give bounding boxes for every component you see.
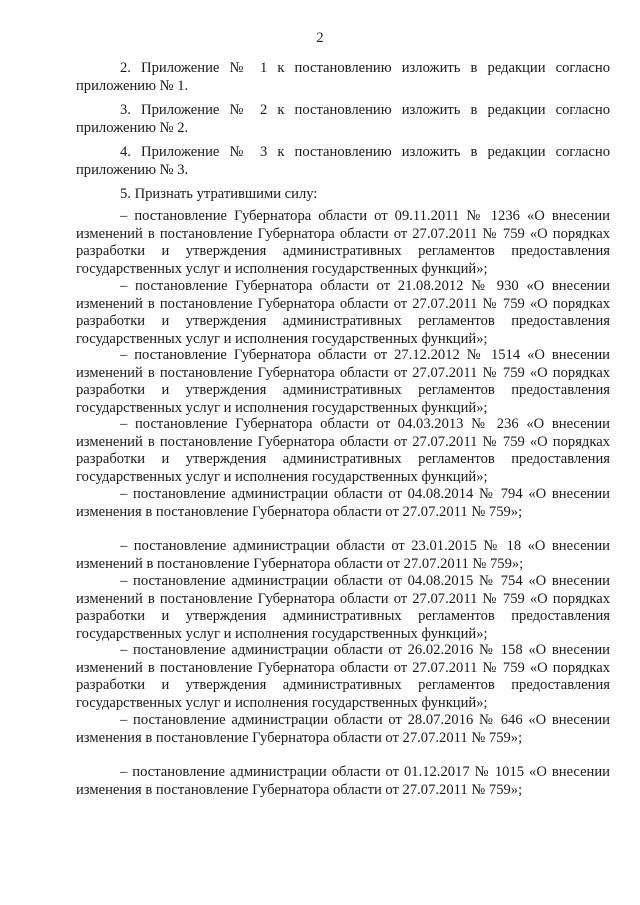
paragraph-2: 2. Приложение № 1 к постановлению изложить в редакции согласно приложению № 1. [76,60,610,94]
repeal-item: – постановление Губернатора области от 27.12.2012 № 1514 «О внесении изменений в постановление Губернатора области от 27.07.2011 № 759 «О порядках разработки и утверждения административных регламентов предоставления государственных услуг и исполнения государственных функций»; [76,347,610,416]
paragraph-3: 3. Приложение № 2 к постановлению изложить в редакции согласно приложению № 2. [76,102,610,136]
repeal-item: – постановление администрации области от 04.08.2014 № 794 «О внесении изменения в постановление Губернатора области от 27.07.2011 № 759»; [76,486,610,520]
paragraph-5: 5. Признать утратившими силу: [120,186,318,202]
repeal-item: – постановление администрации области от 01.12.2017 № 1015 «О внесении изменения в постановление Губернатора области от 27.07.2011 № 759»; [76,764,610,798]
repeal-item: – постановление Губернатора области от 09.11.2011 № 1236 «О внесении изменений в постановление Губернатора области от 27.07.2011 № 759 «О порядках разработки и утверждения административных регламентов предоставления государственных услуг и исполнения государственных функций»; [76,208,610,277]
paragraph-4: 4. Приложение № 3 к постановлению изложить в редакции согласно приложению № 3. [76,144,610,178]
repeal-item: – постановление администрации области от 04.08.2015 № 754 «О внесении изменений в постановление Губернатора области от 27.07.2011 № 759 «О порядках разработки и утверждения административных регламентов предоставления государственных услуг и исполнения государственных функций»; [76,573,610,642]
repeal-item: – постановление администрации области от 26.02.2016 № 158 «О внесении изменений в постановление Губернатора области от 27.07.2011 № 759 «О порядках разработки и утверждения административных регламентов предоставления государственных услуг и исполнения государственных функций»; [76,642,610,711]
page-number: 2 [316,30,324,46]
repeal-item: – постановление администрации области от 28.07.2016 № 646 «О внесении изменения в постановление Губернатора области от 27.07.2011 № 759»; [76,712,610,746]
repeal-item: – постановление Губернатора области от 04.03.2013 № 236 «О внесении изменений в постановление Губернатора области от 27.07.2011 № 759 «О порядках разработки и утверждения административных регламентов предоставления государственных услуг и исполнения государственных функций»; [76,416,610,485]
repeal-item: – постановление администрации области от 23.01.2015 № 18 «О внесении изменений в постановление Губернатора области от 27.07.2011 № 759»; [76,538,610,572]
repeal-item: – постановление Губернатора области от 21.08.2012 № 930 «О внесении изменений в постановление Губернатора области от 27.07.2011 № 759 «О порядках разработки и утверждения административных регламентов предоставления государственных услуг и исполнения государственных функций»; [76,278,610,347]
